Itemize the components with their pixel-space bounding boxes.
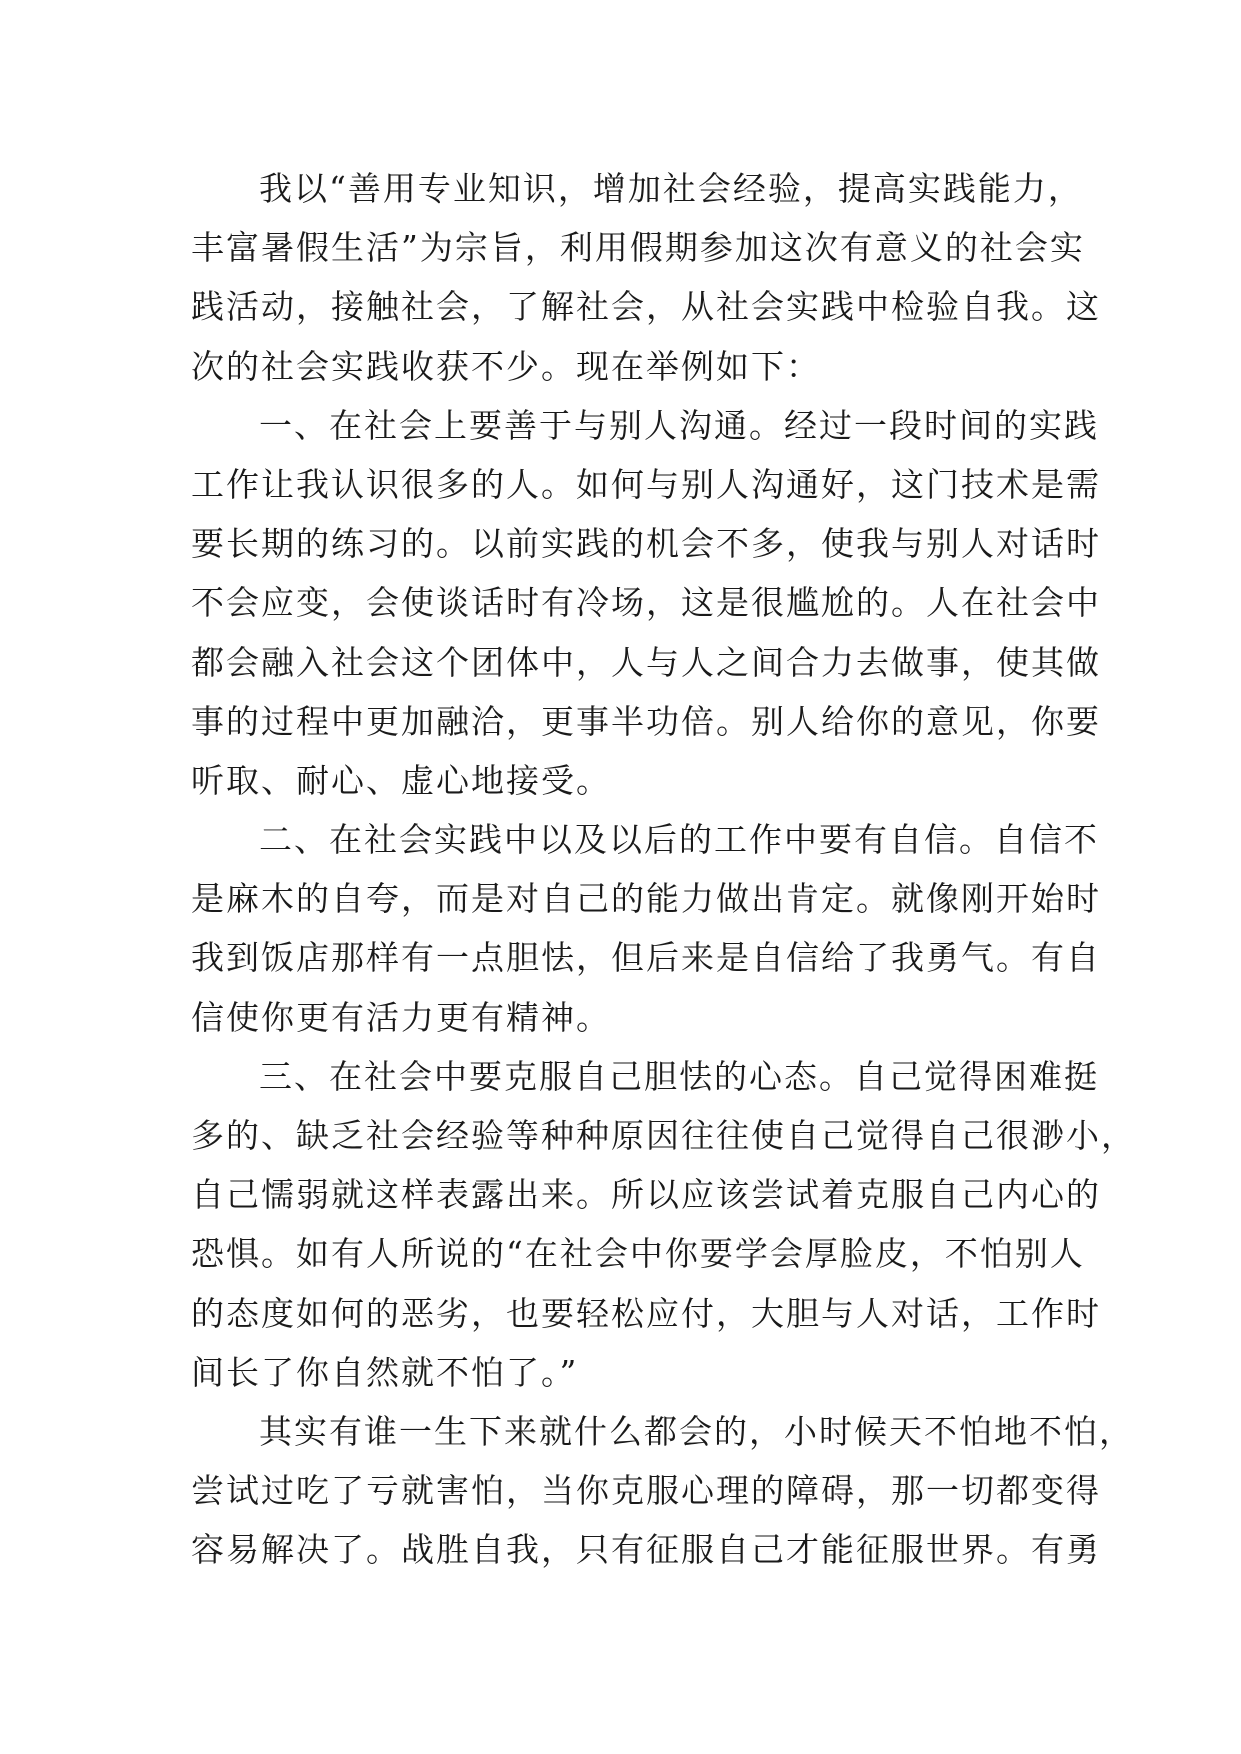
text-line: 其实有谁一生下来就什么都会的，小时候天不怕地不怕，	[259, 1411, 1134, 1451]
text-line: 丰富暑假生活”为宗旨，利用假期参加这次有意义的社会实	[191, 228, 1085, 268]
text-line: 三、在社会中要克服自己胆怯的心态。自己觉得困难挺	[259, 1056, 1099, 1096]
text-line: 次的社会实践收获不少。现在举例如下：	[191, 346, 821, 386]
text-line: 不会应变，会使谈话时有冷场，这是很尴尬的。人在社会中	[191, 583, 1101, 623]
text-line: 信使你更有活力更有精神。	[191, 997, 611, 1037]
text-line: 的态度如何的恶劣，也要轻松应付，大胆与人对话，工作时	[191, 1293, 1101, 1333]
text-line: 都会融入社会这个团体中，人与人之间合力去做事，使其做	[191, 642, 1101, 682]
text-line: 恐惧。如有人所说的“在社会中你要学会厚脸皮，不怕别人	[191, 1234, 1085, 1274]
text-line: 间长了你自然就不怕了。”	[191, 1352, 579, 1392]
text-line: 容易解决了。战胜自我，只有征服自己才能征服世界。有勇	[191, 1530, 1101, 1570]
text-line: 听取、耐心、虚心地接受。	[191, 760, 611, 800]
text-line: 尝试过吃了亏就害怕，当你克服心理的障碍，那一切都变得	[191, 1471, 1101, 1511]
text-line: 我以“善用专业知识，增加社会经验，提高实践能力，	[259, 169, 1083, 208]
text-line: 自己懦弱就这样表露出来。所以应该尝试着克服自己内心的	[191, 1175, 1101, 1215]
text-line: 践活动，接触社会，了解社会，从社会实践中检验自我。这	[191, 287, 1101, 327]
text-line: 事的过程中更加融洽，更事半功倍。别人给你的意见，你要	[191, 701, 1101, 741]
text-line: 工作让我认识很多的人。如何与别人沟通好，这门技术是需	[191, 464, 1101, 504]
text-line: 多的、缺乏社会经验等种种原因往往使自己觉得自己很渺小，	[191, 1116, 1136, 1155]
text-line: 我到饭店那样有一点胆怯，但后来是自信给了我勇气。有自	[191, 938, 1101, 978]
text-line: 一、在社会上要善于与别人沟通。经过一段时间的实践	[259, 405, 1099, 445]
document-body	[191, 159, 1136, 1580]
text-line: 要长期的练习的。以前实践的机会不多，使我与别人对话时	[191, 524, 1101, 564]
text-line: 是麻木的自夸，而是对自己的能力做出肯定。就像刚开始时	[191, 879, 1101, 919]
text-line: 二、在社会实践中以及以后的工作中要有自信。自信不	[259, 820, 1099, 860]
